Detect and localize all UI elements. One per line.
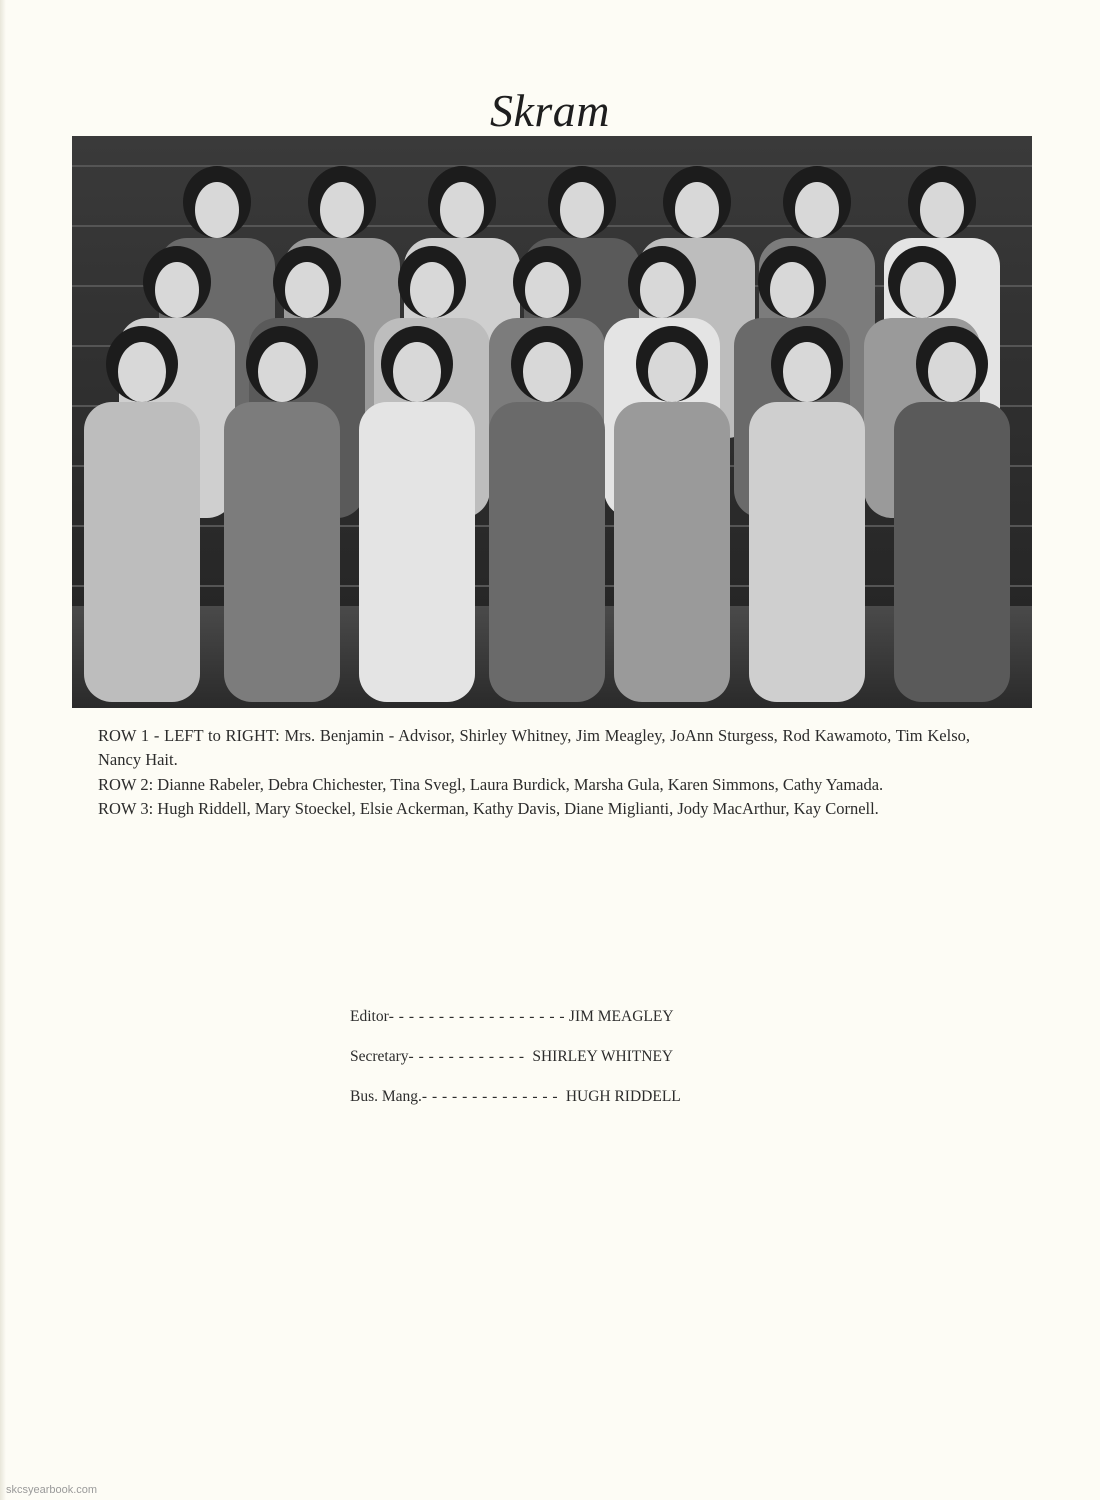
page-title: Skram <box>489 85 611 136</box>
group-photo-image <box>72 136 1032 708</box>
officer-dashes: - - - - - - - - - - - - <box>408 1048 525 1065</box>
officer-role: Bus. Mang. <box>350 1088 422 1105</box>
officers-list <box>350 1008 790 1128</box>
officer-dashes: - - - - - - - - - - - - - - - - - - <box>388 1008 566 1025</box>
officer-row-editor <box>350 1008 790 1048</box>
officer-name: JIM MEAGLEY <box>568 1008 674 1025</box>
caption-row-2: ROW 2: Dianne Rabeler, Debra Chichester, Tina Svegl, Laura Burdick, Marsha Gula, Karen Simmons, Cathy Yamada. <box>98 774 884 794</box>
officer-row-secretary <box>350 1048 790 1088</box>
officer-row-business-manager <box>350 1088 790 1128</box>
officer-role: Secretary <box>350 1048 409 1065</box>
officer-dashes: - - - - - - - - - - - - - - <box>421 1088 559 1105</box>
officer-name: SHIRLEY WHITNEY <box>532 1048 674 1065</box>
caption-row-3: ROW 3: Hugh Riddell, Mary Stoeckel, Elsie Ackerman, Kathy Davis, Diane Miglianti, Jody MacArthur, Kay Cornell. <box>98 798 879 818</box>
officer-name: HUGH RIDDELL <box>565 1088 681 1105</box>
site-watermark: skcsyearbook.com <box>6 1484 98 1496</box>
page-edge <box>0 0 6 1500</box>
photo-caption <box>98 724 970 821</box>
group-photo <box>72 136 1032 708</box>
caption-row-1: ROW 1 - LEFT to RIGHT: Mrs. Benjamin - Advisor, Shirley Whitney, Jim Meagley, JoAnn Sturgess, Rod Kawamoto, Tim Kelso, Nancy Hait. <box>98 726 970 770</box>
officer-role: Editor <box>350 1008 389 1025</box>
